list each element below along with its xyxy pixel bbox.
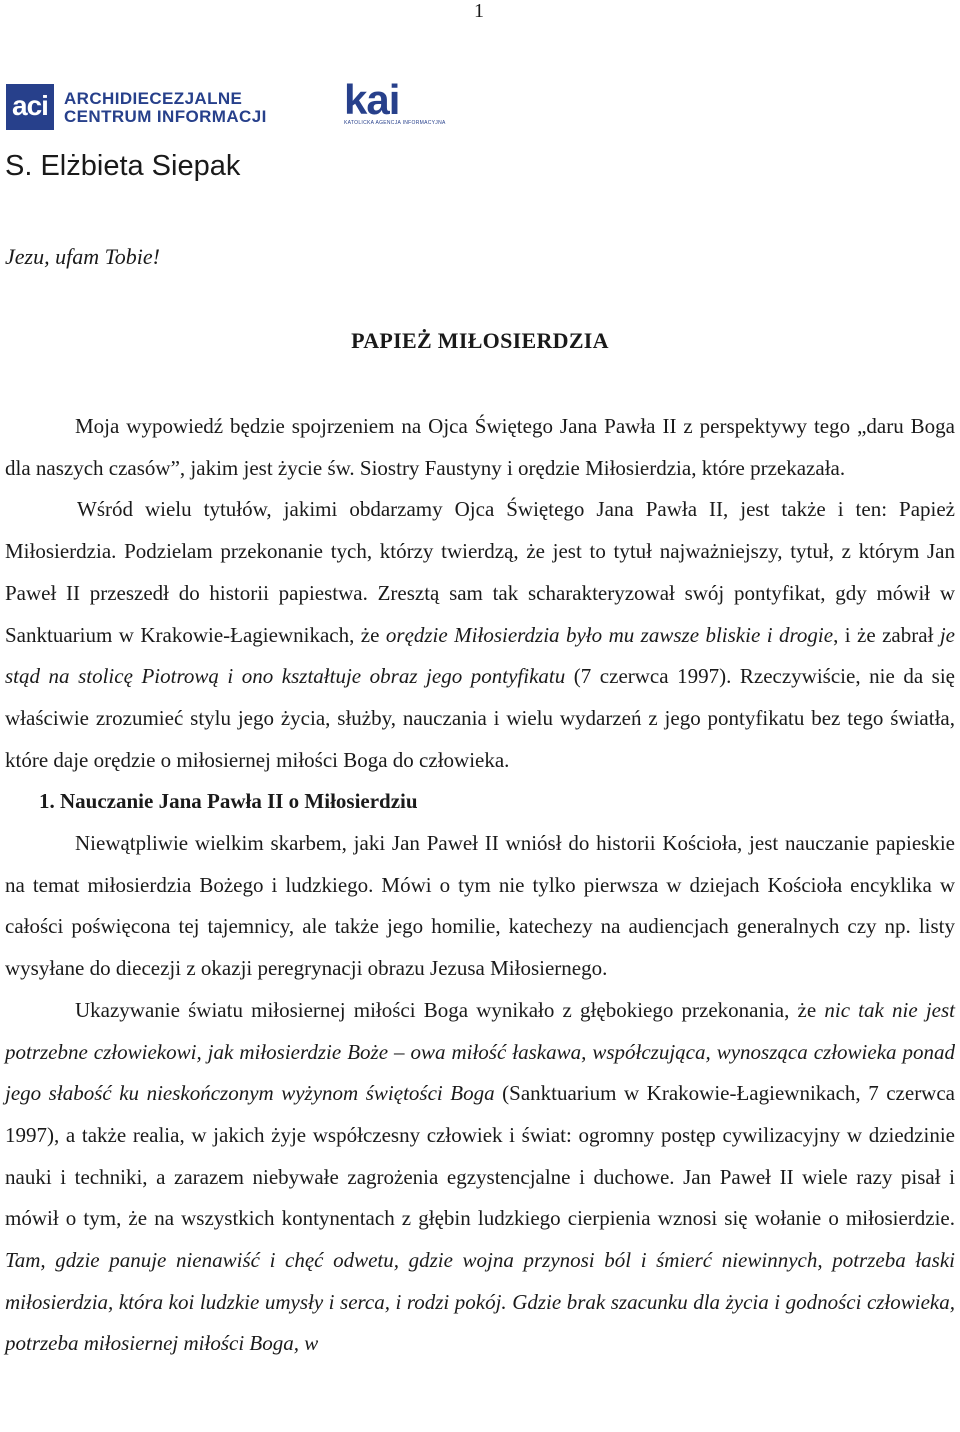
paragraph-titles-quote-1: orędzie Miłosierdzia było mu zawsze bliskie i drogie [385,622,834,647]
logo-bar [6,76,446,134]
paragraph-intro: Moja wypowiedź będzie spojrzeniem na Ojca Świętego Jana Pawła II z perspektywy tego „daru Boga dla naszych czasów”, jakim jest życie św. Siostry Faustyny i orędzie Miłosierdzia, które przekazała. [5,414,955,480]
aci-logo [6,84,292,130]
page-number: 1 [474,0,484,22]
document-title: PAPIEŻ MIŁOSIERDZIA [351,328,609,353]
paragraph-titles-text-3: (7 czerwca 1997). Rzeczywiście, nie da się właściwie zrozumieć stylu jego życia, służby, nauczania i wielu wydarzeń z jego pontyfikatu bez tego światła, które daje orędzie o miłosiernej miłości Boga do człowieka. [5,664,956,772]
paragraph-titles-text-2: , i że zabrał [833,622,940,647]
kai-logo-subtitle: KATOLICKA AGENCJA INFORMACYJNA [344,120,446,126]
section-heading: 1. Nauczanie Jana Pawła II o Miłosierdziu [39,789,418,814]
paragraph-mercy-text-2: (Sanktuarium w Krakowie-Łagiewnikach, 7 czerwca 1997), a także realia, w jakich żyje współczesny człowiek i świat: ogromny postęp cywilizacyjny w dziedzinie nauki i techniki, a zarazem niebywałe zagrożenia egzystencjalne i duchowe. Jan Paweł II wiele razy pisał i mówił o tym, że na wszystkich kontynentach z głębin ludzkiego cierpienia wznosi się wołanie o miłosierdzie. [5,1081,955,1231]
paragraph-mercy [5,990,955,1365]
kai-logo-word: kai [344,76,400,123]
paragraph-mercy-text: Ukazywanie światu miłosiernej miłości Boga wynikało z głębokiego przekonania, że [75,997,825,1022]
aci-logo-mark: aci [6,84,54,130]
paragraph-mercy-quote-2: Tam, gdzie panuje nienawiść i chęć odwetu, gdzie wojna przynosi ból i śmierć niewinnych, potrzeba łaski miłosierdzia, która koi ludzkie umysły i serca, i rodzi pokój. Gdzie brak szacunku dla życia i godności człowieka, potrzeba miłosiernej miłości Boga, w [5,1248,955,1356]
paragraph-titles-text: Wśród wielu tytułów, jakimi obdarzamy Ojca Świętego Jana Pawła II, jest także i ten: Papież Miłosierdzia. Podzielam przekonanie tych, którzy twierdzą, że jest to tytuł najważniejszy, tytuł, z którym Jan Paweł II przeszedł do historii papiestwa. Zresztą sam tak scharakteryzował swój pontyfikat, gdy mówił w Sanktuarium w Krakowie-Łagiewnikach, że [5,497,955,647]
paragraph-titles [5,489,955,781]
motto: Jezu, ufam Tobie! [5,244,161,269]
paragraph-mercy-quote-1: nic tak nie jest potrzebne człowiekowi, jak miłosierdzie Boże – owa miłość łaskawa, współczująca, wynosząca człowieka ponad jego słabość ku nieskończonym wyżynom świętości Boga [5,997,955,1106]
paragraph-titles-quote-2: je stąd na stolicę Piotrową i ono kształtuje obraz jego pontyfikatu [5,622,955,689]
paragraph-teaching: Niewątpliwie wielkim skarbem, jaki Jan Paweł II wniósł do historii Kościoła, jest nauczanie papieskie na temat miłosierdzia Bożego i ludzkiego. Mówi o tym nie tylko pierwsza w dziejach Kościoła encyklika w całości poświęcona tej tajemnicy, ale także jego homilie, katechezy na audiencjach generalnych czy np. listy wysyłane do diecezji z okazji peregrynacji obrazu Jezusa Miłosiernego. [5,831,955,981]
author-name: S. Elżbieta Siepak [5,150,241,182]
body-text [5,406,955,1365]
aci-logo-line1: ARCHIDIECEZJALNE [64,89,243,108]
kai-logo [344,76,446,130]
aci-logo-text [64,90,300,126]
aci-logo-line2: CENTRUM INFORMACJI [64,107,267,126]
